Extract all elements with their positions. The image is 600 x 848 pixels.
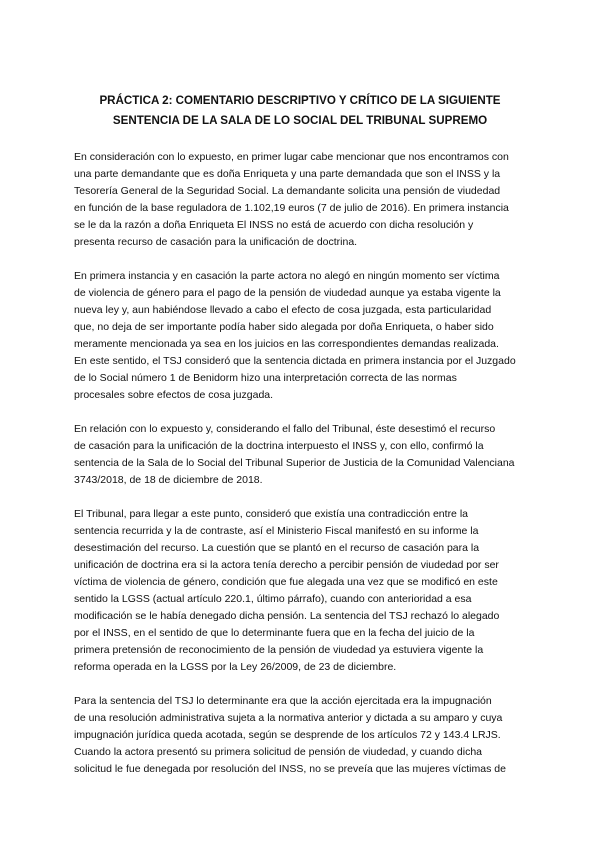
- paragraph-1: [74, 149, 534, 251]
- text-line: nueva ley y, aun habiéndose llevado a cabo el efecto de cosa juzgada, esta particularidad: [74, 304, 492, 316]
- text-line: impugnación jurídica queda acotada, según se desprende de los artículos 72 y 143.4 LRJS.: [74, 729, 501, 741]
- paragraph-5: [74, 693, 534, 778]
- text-line: víctima de violencia de género, condición que fue alegada una vez que se modificó en este: [74, 576, 498, 588]
- text-line: que, no deja de ser importante podía haber sido alegada por doña Enriqueta, o haber sido: [74, 321, 494, 333]
- document-title: [60, 91, 540, 131]
- text-line: de lo Social número 1 de Benidorm hizo una interpretación correcta de las normas: [74, 372, 457, 384]
- paragraph-4: [74, 506, 534, 676]
- text-line: de casación para la unificación de la doctrina interpuesto el INSS y, con ello, confirmó la: [74, 440, 484, 452]
- text-line: reforma operada en la LGSS por la Ley 26/2009, de 23 de diciembre.: [74, 661, 397, 673]
- text-line: El Tribunal, para llegar a este punto, consideró que existía una contradicción entre la: [74, 508, 468, 520]
- text-line: meramente mencionada ya sea en los juicios en las correspondientes demandas realizada.: [74, 338, 499, 350]
- paragraph-2: [74, 268, 534, 404]
- text-line: en función de la base reguladora de 1.102,19 euros (7 de julio de 2016). En primera instancia: [74, 202, 509, 214]
- title-line: SENTENCIA DE LA SALA DE LO SOCIAL DEL TRIBUNAL SUPREMO: [112, 114, 488, 127]
- text-line: presenta recurso de casación para la unificación de doctrina.: [74, 236, 358, 248]
- text-line: de violencia de género para el pago de la pensión de viudedad aunque ya estaba vigente la: [74, 287, 501, 299]
- text-line: sentido la LGSS (actual artículo 220.1, último párrafo), cuando con anterioridad a esa: [74, 593, 472, 605]
- text-line: una parte demandante que es doña Enriqueta y una parte demandada que son el INSS y la: [74, 168, 501, 180]
- text-line: procesales sobre efectos de cosa juzgada.: [74, 389, 274, 401]
- text-line: En este sentido, el TSJ consideró que la sentencia dictada en primera instancia por el Juzgado: [74, 355, 516, 367]
- text-line: Cuando la actora presentó su primera solicitud de pensión de viudedad, y cuando dicha: [74, 746, 483, 758]
- text-line: Para la sentencia del TSJ lo determinante era que la acción ejercitada era la impugnación: [74, 695, 492, 707]
- text-line: unificación de doctrina era si la actora tenía derecho a percibir pensión de viudedad por ser: [74, 559, 499, 571]
- text-line: desestimación del recurso. La cuestión que se plantó en el recurso de casación para la: [74, 542, 480, 554]
- text-line: de una resolución administrativa sujeta a la normativa anterior y dictada a su amparo y cuya: [74, 712, 503, 724]
- text-line: 3743/2018, de 18 de diciembre de 2018.: [74, 474, 263, 486]
- text-line: se le da la razón a doña Enriqueta El INSS no está de acuerdo con dicha resolución y: [74, 219, 474, 231]
- text-line: solicitud le fue denegada por resolución del INSS, no se preveía que las mujeres víctimas de: [74, 763, 506, 775]
- paragraph-3: [74, 421, 534, 489]
- document-body: [74, 149, 534, 795]
- text-line: En primera instancia y en casación la parte actora no alegó en ningún momento ser víctima: [74, 270, 500, 282]
- text-line: sentencia recurrida y la de contraste, así el Ministerio Fiscal manifestó en su informe la: [74, 525, 479, 537]
- text-line: por el INSS, en el sentido de que lo determinante fuera que en la fecha del juicio de la: [74, 627, 475, 639]
- text-line: primera pretensión de reconocimiento de la pensión de viudedad ya estuviera vigente la: [74, 644, 484, 656]
- text-line: modificación se le había denegado dicha pensión. La sentencia del TSJ rechazó lo alegado: [74, 610, 500, 622]
- text-line: En consideración con lo expuesto, en primer lugar cabe mencionar que nos encontramos con: [74, 151, 509, 163]
- text-line: sentencia de la Sala de lo Social del Tribunal Superior de Justicia de la Comunidad Valenciana: [74, 457, 515, 469]
- text-line: Tesorería General de la Seguridad Social. La demandante solicita una pensión de viudedad: [74, 185, 501, 197]
- text-line: En relación con lo expuesto y, considerando el fallo del Tribunal, éste desestimó el recurso: [74, 423, 496, 435]
- title-line: PRÁCTICA 2: COMENTARIO DESCRIPTIVO Y CRÍTICO DE LA SIGUIENTE: [99, 94, 501, 107]
